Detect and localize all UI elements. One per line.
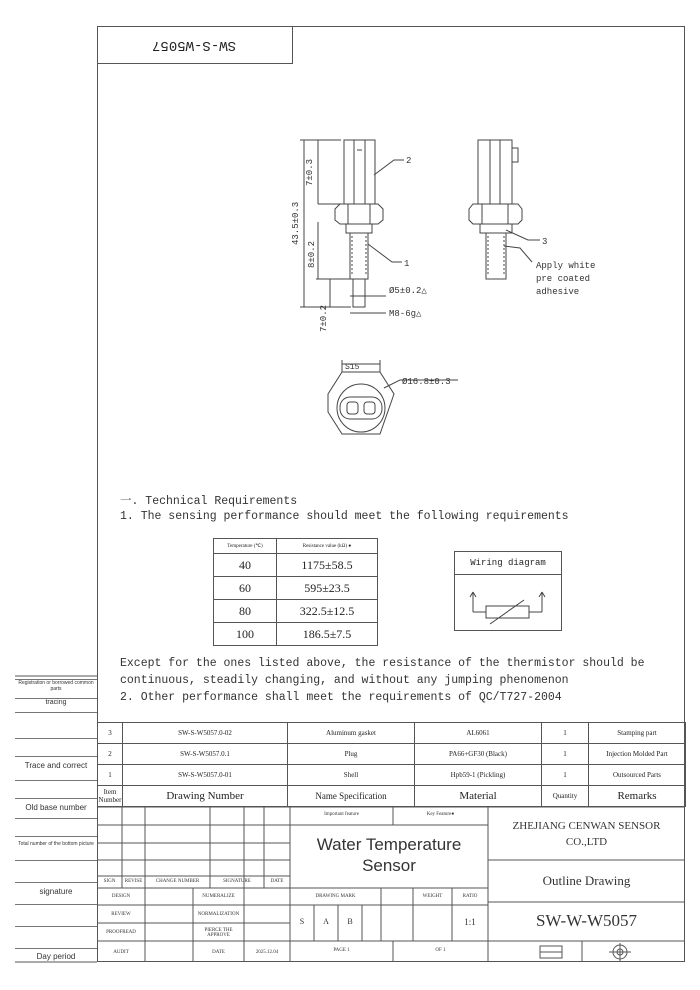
bom-remarks: Outsourced Parts — [589, 765, 686, 786]
wiring-title: Wiring diagram — [455, 552, 561, 575]
adhesive-note-2: pre coated — [536, 274, 591, 284]
bom-header-qty: Quantity — [542, 786, 589, 807]
callout-3: 3 — [542, 237, 548, 247]
bom-header-material: Material — [415, 786, 542, 807]
bom-header-drawing: Drawing Number — [123, 786, 288, 807]
res-cell: 322.5±12.5 — [277, 600, 378, 623]
rev-head-signature: SIGNATURE — [223, 879, 251, 884]
rev-head-sign: SIGN — [103, 879, 116, 884]
adhesive-note-1: Apply white — [536, 261, 596, 271]
dim-tip-length: 7±0.2 — [319, 304, 329, 332]
bom-material: Hpb59-1 (Pickling) — [415, 765, 542, 786]
label-registration: Registration or borrowed common parts — [15, 679, 97, 692]
dim-hex-diameter: Ø16.8±0.3 — [402, 377, 451, 387]
role-approve: PIERCE THE APPROVE — [204, 928, 233, 938]
page-number: PAGE 1 — [333, 948, 350, 953]
company-name — [488, 818, 685, 850]
role-numeralize: NUMERALIZE — [202, 894, 235, 899]
sensing-tip — [353, 279, 365, 307]
label-signature: signature — [15, 882, 97, 896]
bom-drawing: SW-S-W5057.0.1 — [123, 744, 288, 765]
dim-hex-size: S15 — [345, 363, 360, 372]
adhesive-note-3: adhesive — [536, 287, 580, 297]
bom-header-row — [98, 786, 686, 807]
temp-cell: 40 — [214, 554, 277, 577]
company-name-line-1: ZHEJIANG CENWAN SENSOR — [512, 820, 661, 832]
requirements-heading: 一. Technical Requirements — [120, 495, 298, 508]
temp-cell: 80 — [214, 600, 277, 623]
document-type: Outline Drawing — [542, 873, 631, 888]
table-row — [214, 623, 378, 646]
rev-head-revise: REVISE — [124, 879, 143, 884]
thread-shank — [350, 233, 368, 279]
role-date: DATE — [212, 950, 225, 955]
role-review: REVIEW — [111, 912, 131, 917]
bom-no: 2 — [98, 744, 123, 765]
bom-material: AL6061 — [415, 723, 542, 744]
bom-table — [97, 722, 686, 807]
rev-head-change: CHANGE NUMBER — [155, 879, 200, 884]
bom-qty: 1 — [542, 765, 589, 786]
requirement-para-1: Except for the ones listed above, the resistance of the thermistor should be — [120, 657, 645, 670]
requirement-item-1: 1. The sensing performance should meet the following requirements — [120, 510, 569, 523]
dim-thread-spec: M8-6g△ — [389, 309, 422, 319]
bom-name: Plug — [288, 744, 415, 765]
drawing-mark-label: DRAWING MARK — [315, 894, 356, 899]
table-row — [98, 723, 686, 744]
approval-date: 2025.12.04 — [255, 950, 279, 955]
table-row — [98, 765, 686, 786]
key-feature: Key Feature● — [426, 812, 455, 817]
drawing-code-mirrored: SW-S-W5057 — [152, 36, 237, 53]
important-feature: Important feature — [324, 812, 359, 817]
bom-no: 3 — [98, 723, 123, 744]
weight-label: WEIGHT — [422, 894, 443, 899]
ratio-label: RATIO — [462, 894, 478, 899]
bom-qty: 1 — [542, 744, 589, 765]
company-name-line-2: CO.,LTD — [565, 836, 608, 848]
page-total: OF 1 — [435, 948, 446, 953]
ratio-value: 1:1 — [464, 917, 476, 927]
bom-header-name: Name Specification — [288, 786, 415, 807]
callout-2: 2 — [406, 156, 412, 166]
bom-no: 1 — [98, 765, 123, 786]
bom-name: Aluminum gasket — [288, 723, 415, 744]
bom-material: PA66+GF30 (Black) — [415, 744, 542, 765]
resistance-table — [213, 538, 378, 646]
table-row — [98, 744, 686, 765]
temp-cell: 60 — [214, 577, 277, 600]
table-row — [214, 577, 378, 600]
bom-drawing: SW-S-W5057.0-01 — [123, 765, 288, 786]
label-total-number: Total number of the bottom picture — [15, 836, 97, 847]
label-old-base: Old base number — [15, 798, 97, 812]
res-cell: 595±23.5 — [277, 577, 378, 600]
table-header-res: Resistance value (kΩ) ● — [277, 539, 378, 554]
requirement-para-2: continuous, steadily changing, and without any jumping phenomenon — [120, 674, 569, 687]
bom-name: Shell — [288, 765, 415, 786]
product-name-line-1: Water Temperature — [316, 835, 462, 854]
rev-head-date: DATE — [270, 879, 284, 884]
mark-b: B — [347, 917, 353, 926]
label-day-period: Day period — [15, 948, 97, 961]
role-audit: AUDIT — [113, 950, 129, 955]
hex-nut — [335, 204, 383, 224]
drawing-number: SW-W-W5057 — [535, 911, 638, 930]
role-normalization: NORMALIZATION — [197, 912, 240, 917]
role-proofread: PROOFREAD — [106, 930, 136, 935]
bom-drawing: SW-S-W5057.0-02 — [123, 723, 288, 744]
role-design: DESIGN — [111, 894, 131, 899]
mark-s: S — [299, 917, 305, 926]
bom-remarks: Stamping part — [589, 723, 686, 744]
mark-a: A — [323, 917, 329, 926]
dim-tip-diameter: Ø5±0.2△ — [389, 286, 427, 296]
bom-header-no: Item Number — [98, 786, 123, 807]
table-row — [214, 600, 378, 623]
product-name-line-2: Sensor — [362, 856, 416, 875]
bom-qty: 1 — [542, 723, 589, 744]
label-tracing: tracing — [15, 698, 97, 706]
res-cell: 186.5±7.5 — [277, 623, 378, 646]
res-cell: 1175±58.5 — [277, 554, 378, 577]
callout-1: 1 — [404, 259, 410, 269]
temp-cell: 100 — [214, 623, 277, 646]
dim-plug-length: 7±0.3 — [305, 158, 315, 186]
dim-overall-length: 43.5±0.3 — [291, 201, 301, 245]
table-header-temp: Temperature (℃) — [214, 539, 277, 554]
bom-header-remarks: Remarks — [589, 786, 686, 807]
bom-remarks: Injection Molded Part — [589, 744, 686, 765]
product-name — [290, 834, 488, 876]
requirement-item-2: 2. Other performance shall meet the requirements of QC/T727-2004 — [120, 691, 562, 704]
dim-thread-length: 8±0.2 — [307, 240, 317, 268]
wiring-diagram — [454, 551, 562, 631]
label-trace-correct: Trace and correct — [15, 756, 97, 770]
table-row — [214, 554, 378, 577]
